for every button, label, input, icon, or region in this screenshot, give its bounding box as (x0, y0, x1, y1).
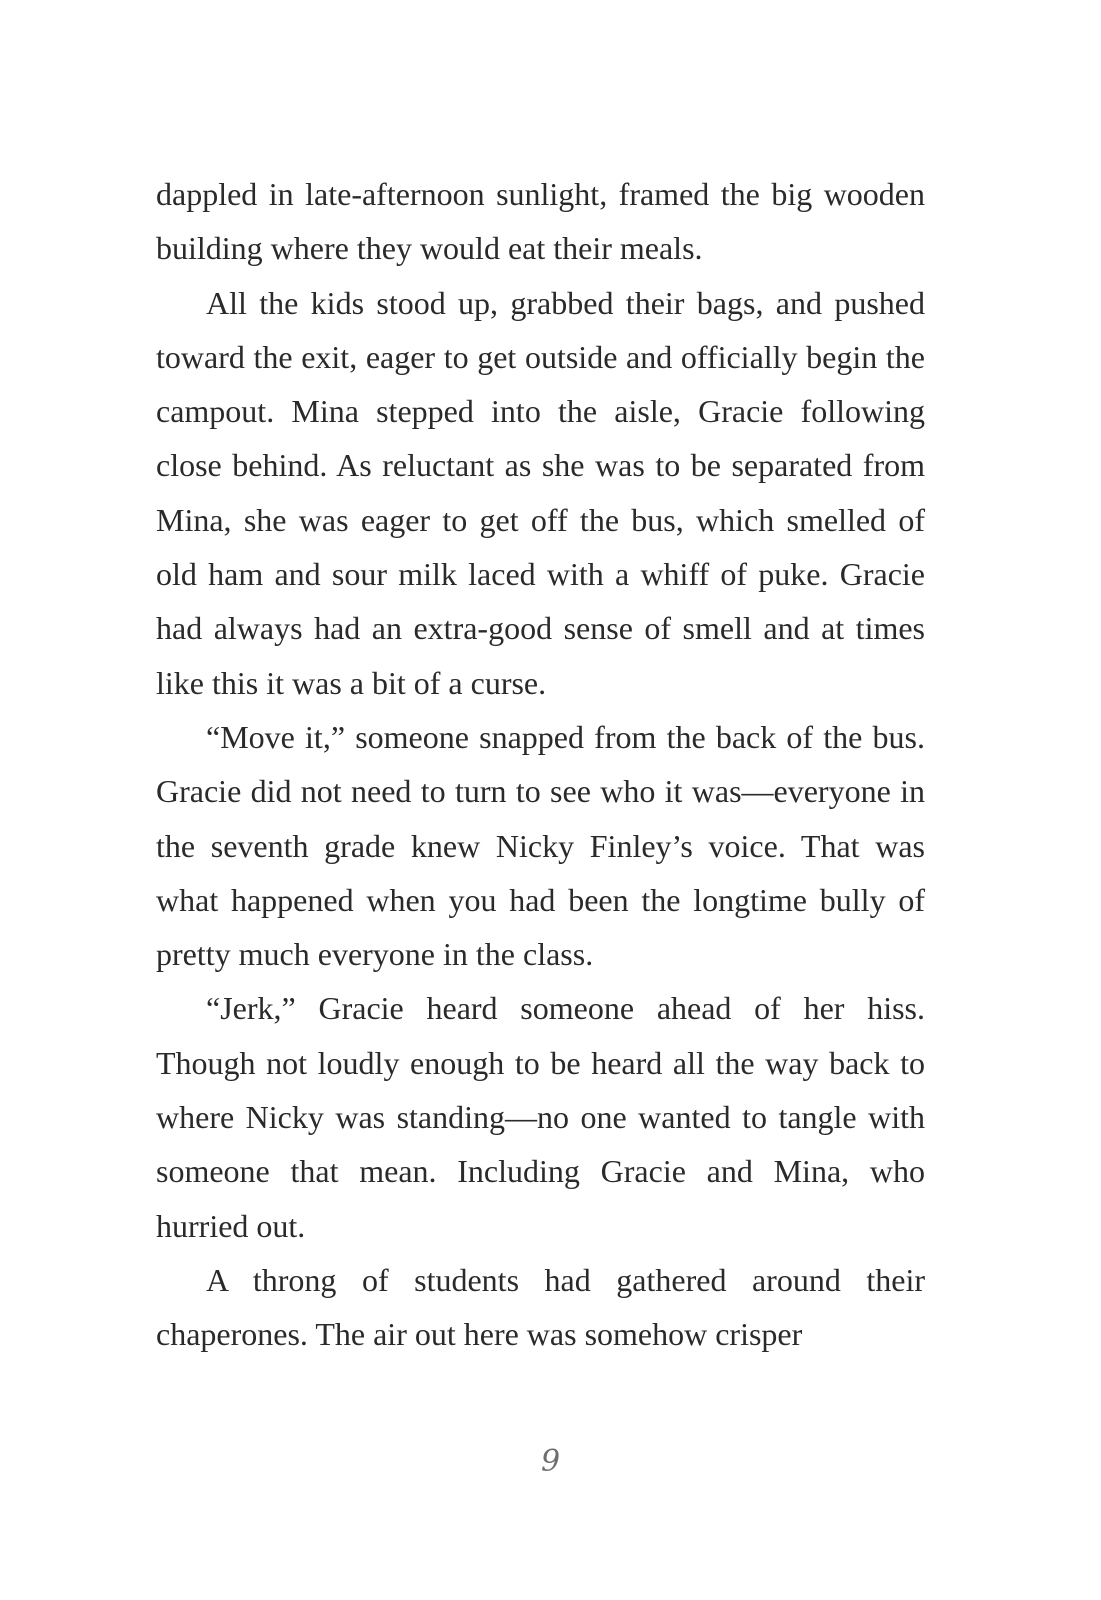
paragraph-5: A throng of students had gathered around their chaperones. The air out here was somehow crisper (156, 1261, 925, 1353)
paragraph-3: “Move it,” someone snapped from the back of the bus. Gracie did not need to turn to see who it was—everyone in the seventh grade knew Nicky Finley’s voice. That was what happened when you had been the longtime bully of pretty much everyone in the class. (156, 718, 925, 973)
page-number: 9 (540, 1444, 561, 1479)
paragraph-4: “Jerk,” Gracie heard someone ahead of her hiss. Though not loudly enough to be heard all the way back to where Nicky was standing—no one wanted to tangle with someone that mean. Including Gracie and Mina, who hurried out. (156, 990, 925, 1244)
paragraph-1: dappled in late-afternoon sunlight, framed the big wooden building where they would eat their meals. (156, 176, 925, 267)
body-text (156, 167, 925, 1362)
paragraph-2: All the kids stood up, grabbed their bags, and pushed toward the exit, eager to get outside and officially begin the campout. Mina stepped into the aisle, Gracie following close behind. As reluctant as she was to be separated from Mina, she was eager to get off the bus, which smelled of old ham and sour milk laced with a whiff of puke. Gracie had always had an extra-good sense of smell and at times like this it was a bit of a curse. (156, 284, 925, 701)
